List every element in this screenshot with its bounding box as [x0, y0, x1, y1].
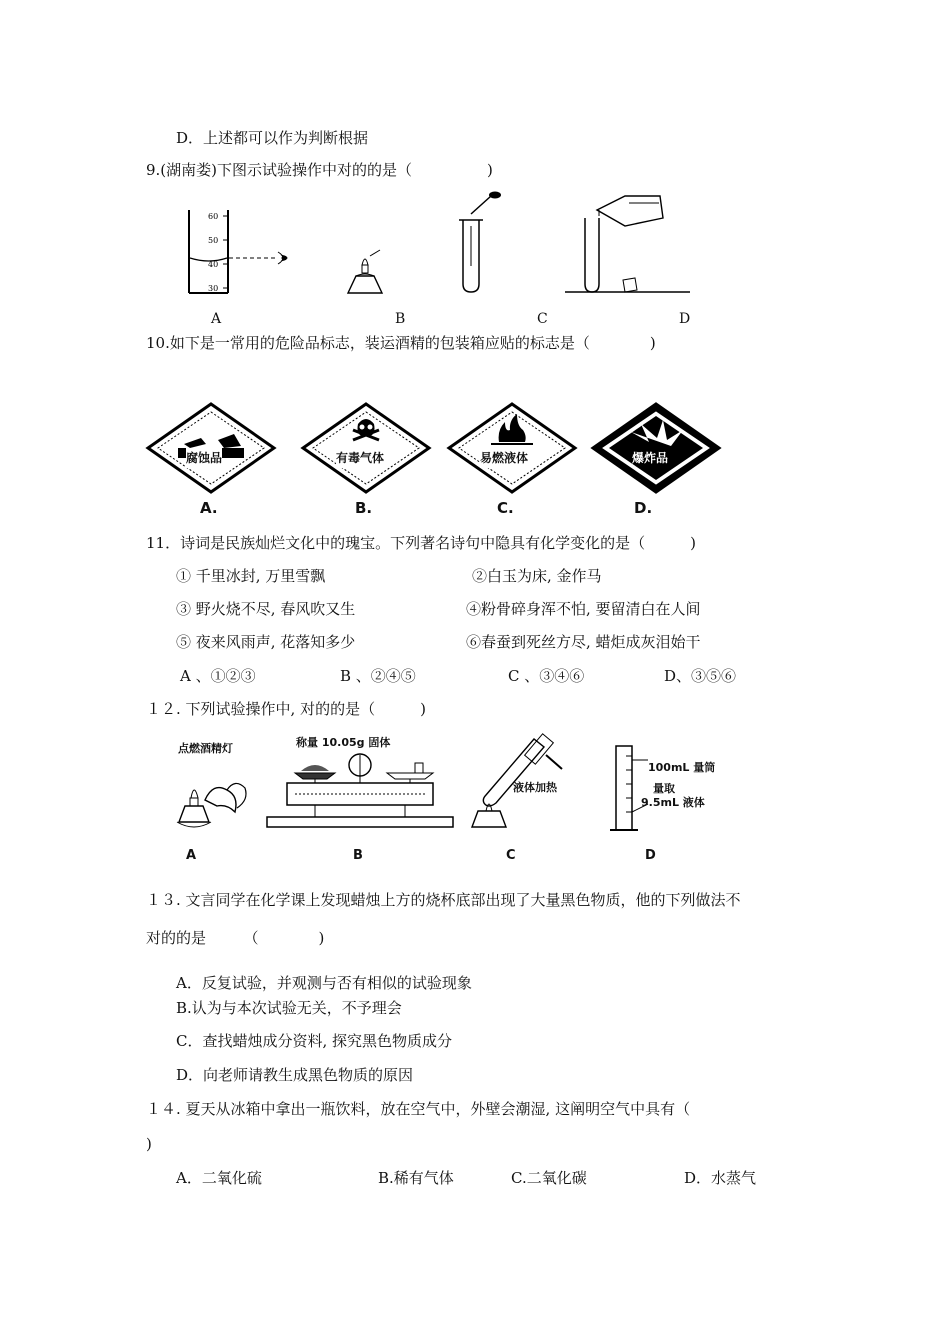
- q9-figure-c-test-tube: [455, 192, 515, 302]
- q12-caption-cylinder: 100mL 量筒: [648, 761, 716, 774]
- q9-label-d: D: [679, 311, 691, 327]
- q13-option-c: C．查找蜡烛成分资料, 探究黑色物质成分: [176, 1032, 453, 1050]
- q11-poem-6: ⑥春蚕到死丝方尽, 蜡炬成灰泪始干: [466, 633, 701, 651]
- q9-label-b: B: [395, 311, 406, 327]
- q14-stem-line-2: ): [146, 1135, 152, 1153]
- q12-caption-heating: 液体加热: [513, 781, 557, 794]
- q10-stem: 10.如下是一常用的危险品标志，装运酒精的包装箱应贴的标志是（ ): [146, 334, 656, 352]
- q12-caption-lamp: 点燃酒精灯: [178, 742, 233, 755]
- q11-option-b: B 、②④⑤: [340, 667, 416, 685]
- q9-stem: 9.(湖南娄)下图示试验操作中对的的是（ ): [146, 161, 493, 179]
- q12-figure-b-balance: [265, 745, 455, 835]
- q12-figure-d-measuring-cylinder: [608, 742, 648, 834]
- q14-option-c: C.二氧化碳: [511, 1169, 587, 1187]
- q12-label-d: D: [645, 848, 656, 863]
- q12-label-a: A: [186, 848, 197, 863]
- q12-caption-measure-2: 9.5mL 液体: [641, 796, 705, 809]
- q9-label-c: C: [537, 311, 548, 327]
- q13-option-b: B.认为与本次试验无关，不予理会: [176, 999, 402, 1017]
- q12-label-c: C: [506, 848, 516, 863]
- q11-poem-2: ②白玉为床, 金作马: [472, 567, 602, 585]
- q13-option-d: D．向老师请教生成黑色物质的原因: [176, 1066, 414, 1084]
- q11-poem-3: ③ 野火烧不尽, 春风吹又生: [176, 600, 356, 618]
- q9-figure-b-alcohol-lamp: [340, 248, 395, 303]
- q12-stem: １２. 下列试验操作中, 对的的是（ ): [146, 700, 426, 718]
- q14-option-b: B.稀有气体: [378, 1169, 454, 1187]
- q9-figure-d-pouring: [565, 188, 695, 298]
- q14-stem-line-1: １４. 夏天从冰箱中拿出一瓶饮料，放在空气中，外壁会潮湿, 这阐明空气中具有（: [146, 1100, 691, 1118]
- q11-poem-5: ⑤ 夜来风雨声, 花落知多少: [176, 633, 356, 651]
- q10-sign-a-text: 腐蚀品: [186, 448, 222, 468]
- q13-stem-line-1: １３. 文言同学在化学课上发现蜡烛上方的烧杯底部出现了大量黑色物质，他的下列做法不: [146, 891, 741, 909]
- q11-poem-1: ① 千里冰封, 万里雪飘: [176, 567, 326, 585]
- tick-30: 30: [208, 284, 219, 293]
- tick-60: 60: [208, 212, 219, 221]
- q9-figure-a-cylinder-reading: [175, 205, 310, 305]
- q12-figure-a-lighting-lamps: [165, 760, 265, 840]
- tick-50: 50: [208, 236, 219, 245]
- q10-sign-d-text: 爆炸品: [632, 451, 669, 465]
- tick-40: 40: [208, 260, 219, 269]
- q8-option-d: D．上述都可以作为判断根据: [176, 129, 369, 147]
- q12-caption-measure-1: 量取: [653, 782, 675, 795]
- q11-option-d: D、③⑤⑥: [664, 667, 737, 685]
- q10-letter-b: B.: [355, 499, 373, 517]
- q11-stem: 11．诗词是民族灿烂文化中的瑰宝。下列著名诗句中隐具有化学变化的是（ ): [146, 534, 696, 552]
- q13-stem-line-2: 对的的是 （ ): [146, 929, 325, 947]
- q10-letter-d: D.: [634, 499, 653, 517]
- q10-letter-a: A.: [200, 499, 218, 517]
- q14-option-d: D．水蒸气: [684, 1169, 757, 1187]
- q9-label-a: A: [211, 311, 222, 327]
- q11-poem-4: ④粉骨碎身浑不怕, 要留清白在人间: [466, 600, 701, 618]
- q13-option-a: A．反复试验，并观测与否有相似的试验现象: [176, 974, 472, 992]
- q14-option-a: A．二氧化硫: [176, 1169, 262, 1187]
- q10-sign-c-text: 易燃液体: [480, 448, 528, 468]
- q11-option-a: A 、①②③: [180, 667, 256, 685]
- q10-letter-c: C.: [497, 499, 514, 517]
- q12-label-b: B: [353, 848, 363, 863]
- q10-sign-b-text: 有毒气体: [336, 448, 384, 468]
- q12-caption-balance: 称量 10.05g 固体: [296, 736, 391, 749]
- q11-option-c: C 、③④⑥: [508, 667, 585, 685]
